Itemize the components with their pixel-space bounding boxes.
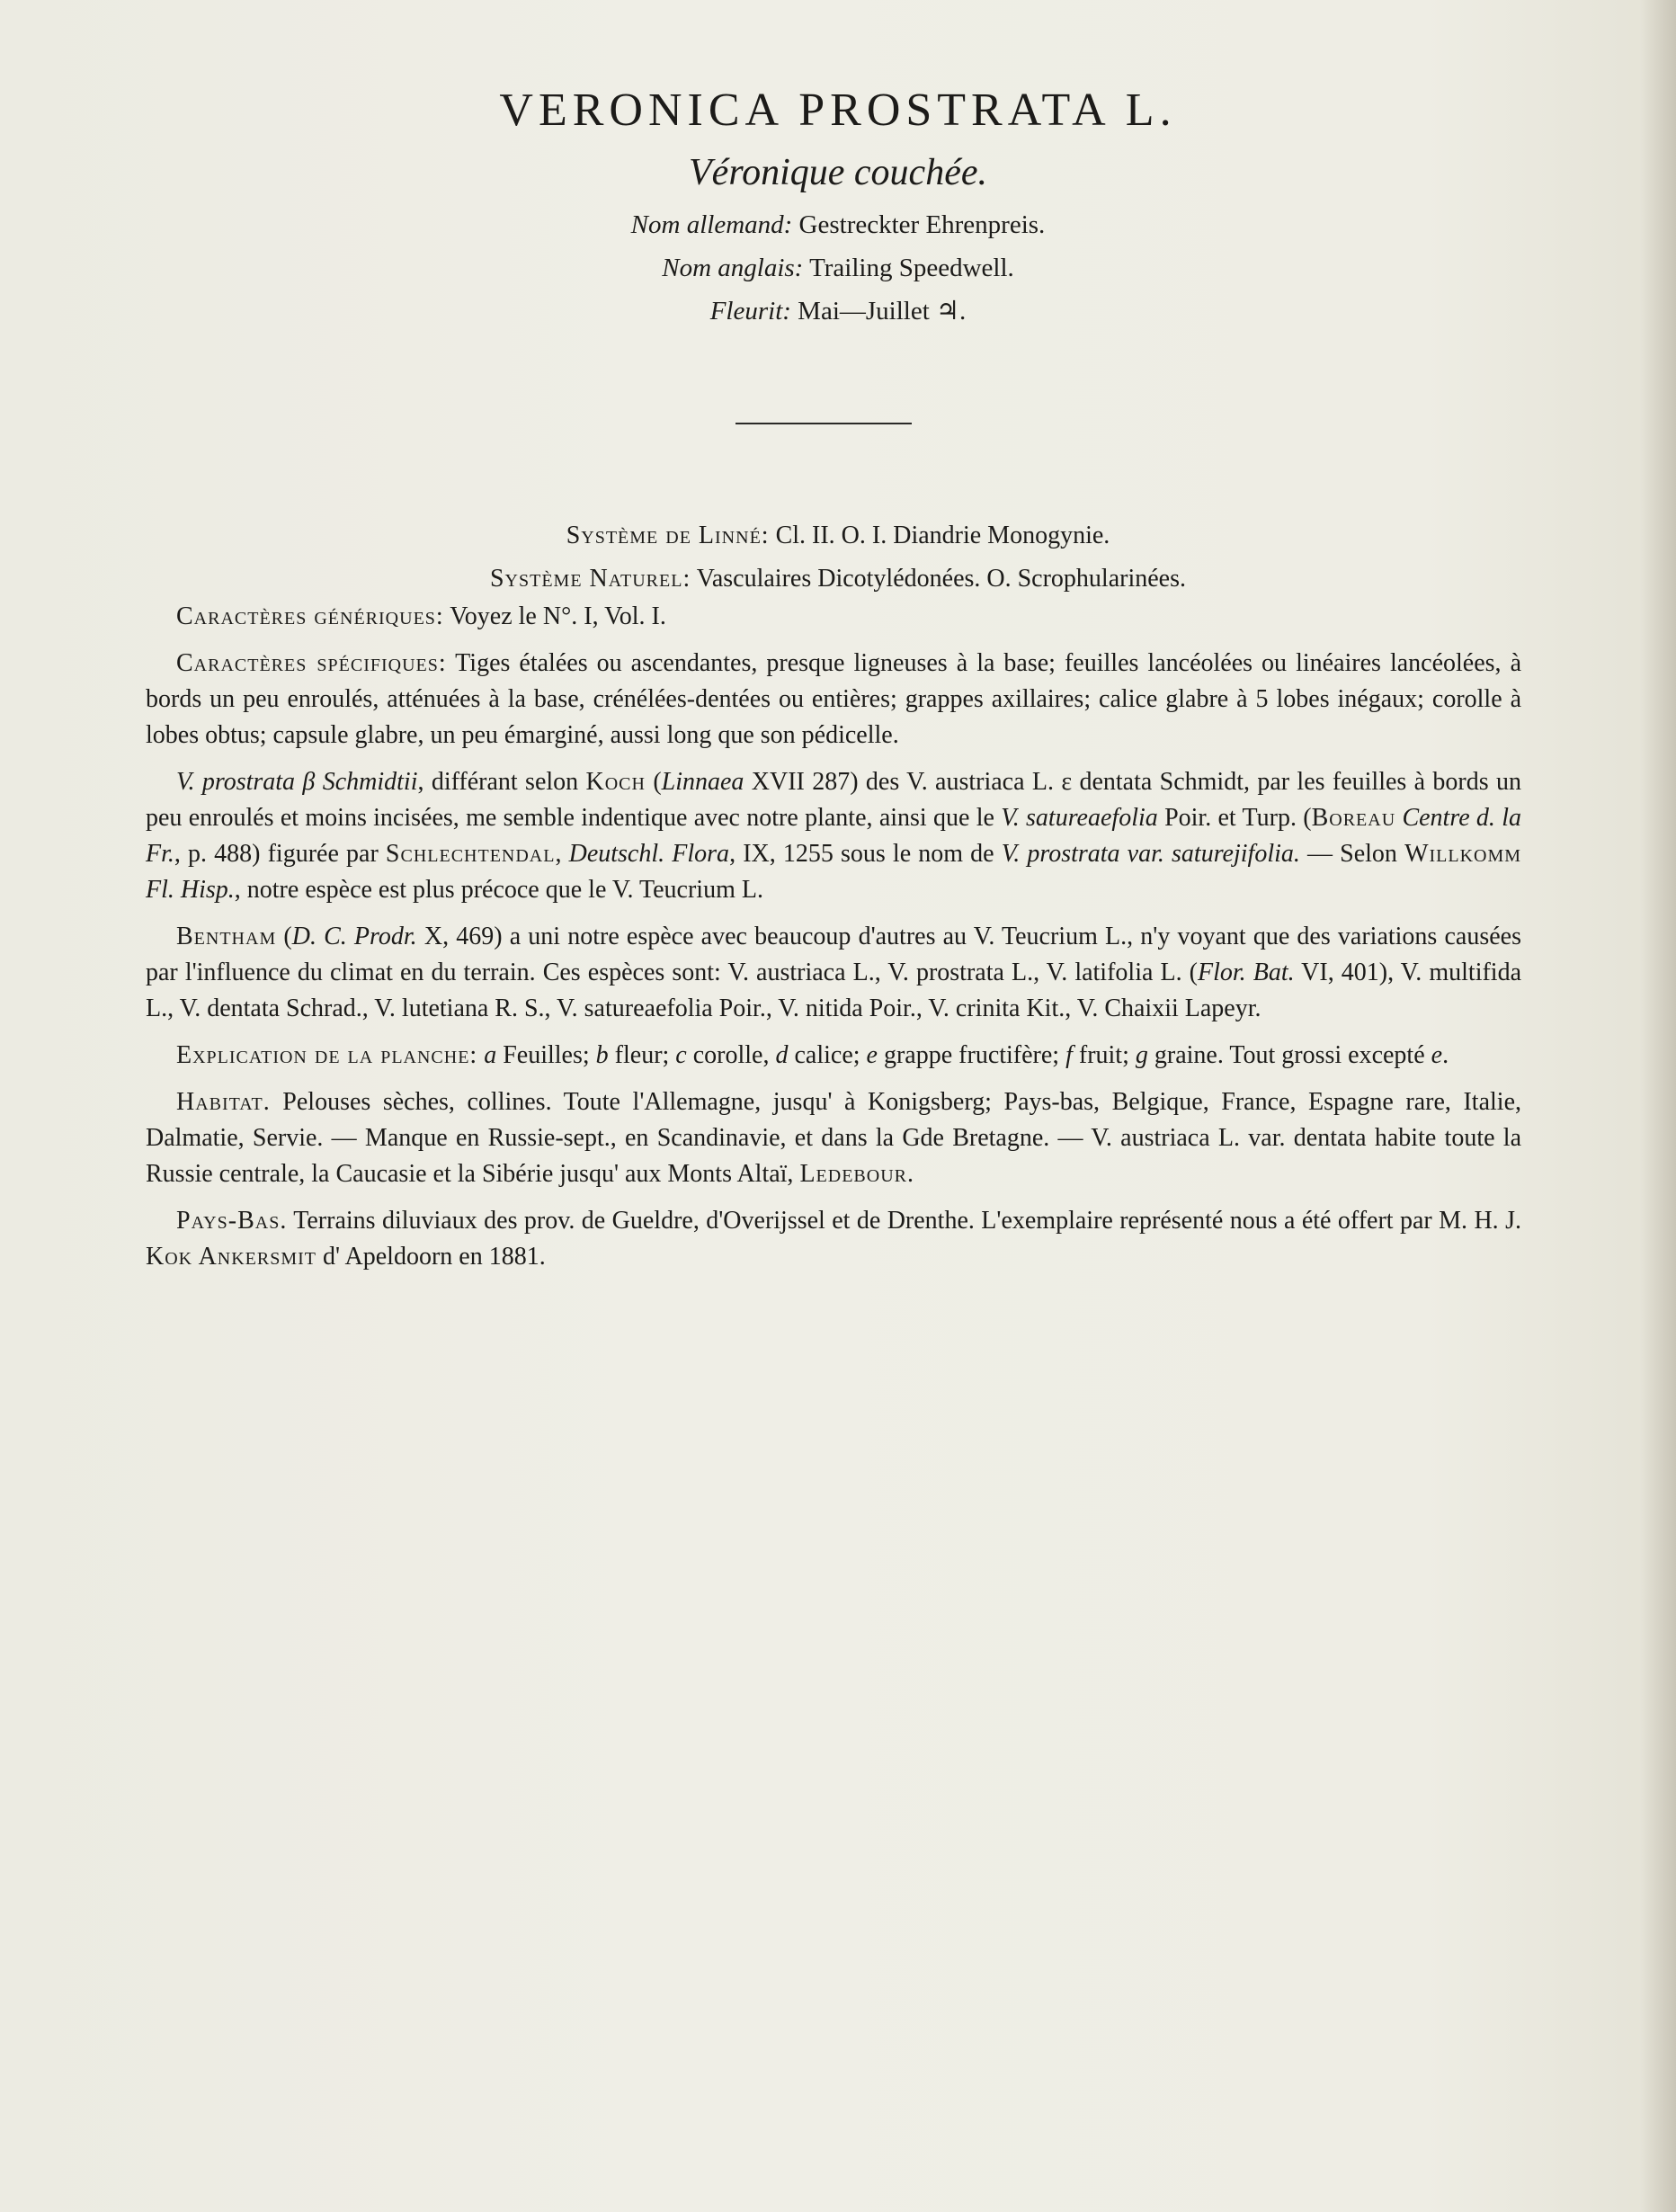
plate-explanation-paragraph — [146, 1038, 1521, 1074]
text-run: , notre espèce est plus précoce que le V. Teucrium L. — [234, 876, 763, 904]
habitat-label: Habitat. — [176, 1088, 271, 1116]
text-run: grappe fructifère; — [877, 1041, 1066, 1069]
netherlands-paragraph — [146, 1203, 1521, 1275]
figure-letter: b — [595, 1041, 609, 1069]
text-run: , p. 488) figurée par — [174, 840, 386, 868]
text-run: fleur; — [608, 1041, 676, 1069]
specific-characters-label: Caractères spécifiques: — [176, 649, 447, 677]
text-run: Poir. et Turp. ( — [1157, 804, 1312, 832]
english-name-label: Nom anglais: — [662, 254, 804, 282]
german-name-label: Nom allemand: — [630, 210, 793, 239]
section-divider — [735, 423, 912, 424]
variety-note-paragraph — [146, 764, 1521, 908]
text-run: fruit; — [1072, 1041, 1136, 1069]
natural-system-value: Vasculaires Dicotylédonées. O. Scrophularinées. — [696, 565, 1186, 593]
ref-dc-prodr: D. C. Prodr. — [291, 923, 417, 950]
text-run: d' Apeldoorn en 1881. — [316, 1243, 546, 1271]
figure-letter: e — [1431, 1041, 1443, 1069]
habitat-text: Pelouses sèches, collines. Toute l'Allemagne, jusqu' à Konigsberg; Pays-bas, Belgique, France, Espagne rare, Italie, Dalmatie, Servie. — Manque en Russie-sept., en Scandinavie, et dans la Gde Bretagne. — V. austriaca L. var. dentata habite toute la Russie centrale, la Caucasie et la Sibérie jusqu' aux Monts Altaï, — [146, 1088, 1521, 1188]
figure-letter: c — [675, 1041, 687, 1069]
english-name-value: Trailing Speedwell. — [809, 254, 1014, 282]
author-bentham: Bentham — [176, 923, 277, 950]
linne-system-value: Cl. II. O. I. Diandrie Monogynie. — [775, 522, 1110, 549]
plate-explanation-label: Explication de la planche: — [176, 1041, 478, 1069]
german-name-value: Gestreckter Ehrenpreis. — [798, 210, 1046, 239]
netherlands-text: Terrains diluviaux des prov. de Gueldre, d'Overijssel et de Drenthe. L'exemplaire représenté nous a été offert par M. H. J. — [287, 1207, 1521, 1235]
figure-letter: g — [1135, 1041, 1148, 1069]
text-run: . — [1442, 1041, 1449, 1069]
figure-letter: a — [484, 1041, 497, 1069]
ref-satureaefolia: V. satureaefolia — [1001, 804, 1158, 832]
linne-system-line — [0, 514, 1676, 557]
linne-system-label: Système de Linné: — [566, 522, 770, 549]
text-run: , différant selon — [417, 768, 586, 796]
text-run: , — [555, 840, 569, 868]
text-run: ( — [276, 923, 292, 950]
bloom-label: Fleurit: — [709, 297, 791, 326]
ref-var-saturejifolia: V. prostrata var. saturejifolia. — [1001, 840, 1300, 868]
german-name-line — [0, 203, 1676, 246]
author-ledebour: Ledebour — [799, 1160, 907, 1188]
page-title: VERONICA PROSTRATA L. — [499, 85, 1177, 136]
text-run: X, 469) a uni notre espèce avec beaucoup d'autres au V. Teucrium L., n'y voyant que des variations causées par l'influence du climat en du terrain. Ces espèces sont: V. austriaca L., V. prostrata L., V. latifolia L. ( — [146, 923, 1521, 986]
author-willkomm: Willkomm — [1404, 840, 1522, 868]
netherlands-label: Pays-Bas. — [176, 1207, 288, 1235]
author-boreau: Boreau — [1311, 804, 1396, 832]
common-names — [0, 203, 1676, 333]
text-run: — Selon — [1299, 840, 1405, 868]
text-run: calice; — [788, 1041, 867, 1069]
text-run: ( — [645, 768, 662, 796]
text-run: corolle, — [686, 1041, 776, 1069]
ref-linnaea: Linnaea — [661, 768, 744, 796]
figure-letter: d — [775, 1041, 789, 1069]
description-body — [146, 599, 1521, 1286]
generic-characters-label: Caractères génériques: — [176, 602, 444, 630]
text-run: XVII 287) des V. austriaca L. ε dentata Schmidt, par les feuilles à bords un peu enroulés et moins incisées, me semble indentique avec notre plante, ainsi que le — [146, 768, 1522, 832]
natural-system-line — [0, 557, 1676, 601]
bentham-paragraph — [146, 919, 1521, 1027]
author-schlechtendal: Schlechtendal — [385, 840, 556, 868]
figure-letter: e — [866, 1041, 878, 1069]
ref-centre: Centre d. la Fr. — [146, 804, 1521, 868]
generic-characters-paragraph — [146, 599, 1521, 635]
figure-letter: f — [1065, 1041, 1073, 1069]
natural-system-label: Système Naturel: — [489, 565, 691, 593]
classification-systems — [0, 514, 1676, 601]
specific-characters-paragraph — [146, 646, 1521, 754]
text-run: . — [906, 1160, 914, 1188]
author-koch: Koch — [585, 768, 646, 796]
generic-characters-text: Voyez le N°. I, Vol. I. — [450, 602, 666, 630]
page-subtitle: Véronique couchée. — [689, 152, 987, 193]
specific-characters-text: Tiges étalées ou ascendantes, presque ligneuses à la base; feuilles lancéolées ou linéaires lancéolées, à bords un peu enroulés, atténuées à la base, crénélées-dentées ou entières; grappes axillaires; calice glabre à 5 lobes inégaux; corolle à lobes obtus; capsule glabre, un peu émarginé, aussi long que son pédicelle. — [146, 649, 1522, 749]
text-run: , IX, 1255 sous le nom de — [729, 840, 1002, 868]
bloom-line — [0, 290, 1676, 333]
ref-flor-bat: Flor. Bat. — [1197, 959, 1295, 986]
ref-deutschl-flora: Deutschl. Flora — [568, 840, 730, 868]
variety-name: V. prostrata β Schmidtii — [176, 768, 418, 796]
header — [0, 81, 1676, 333]
bloom-value: Mai—Juillet ♃. — [798, 297, 967, 326]
ref-fl-hisp: Fl. Hisp. — [146, 876, 235, 904]
english-name-line — [0, 246, 1676, 290]
donor-kok-ankersmit: Kok Ankersmit — [146, 1243, 317, 1271]
text-run: Feuilles; — [496, 1041, 596, 1069]
habitat-paragraph — [146, 1084, 1521, 1192]
text-run: VI, 401), V. multifida L., V. dentata Schrad., V. lutetiana R. S., V. satureaefolia Poir., V. nitida Poir., V. crinita Kit., V. Chaixii Lapeyr. — [146, 959, 1522, 1022]
text-run: graine. Tout grossi excepté — [1147, 1041, 1431, 1069]
